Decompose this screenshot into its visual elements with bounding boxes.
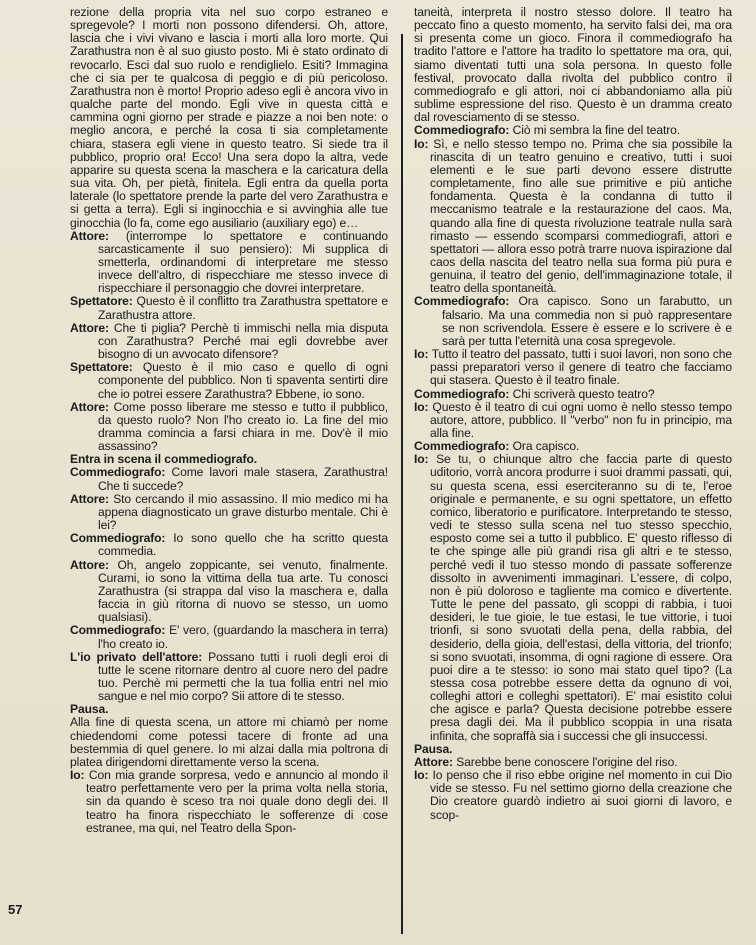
dialogue-paragraph (70, 716, 388, 769)
dialogue-text: Questo è il teatro di cui ogni uomo è nello stesso tempo autore, attore, pubblico. Il "verbo" non fu in principio, ma alla fine. (430, 399, 732, 440)
speaker-name: Attore: (70, 228, 109, 243)
speaker-name: Io: (70, 768, 85, 783)
dialogue-paragraph (70, 769, 388, 835)
dialogue-paragraph (70, 361, 388, 400)
dialogue-text: (interrompe lo spettatore e continuando sarcasticamente il suo pensiero): Mi supplica di smetterla, ordinandomi di interpretare me stesso invece dell'altro, di rispecchiare me stesso invece di rispecchiare il personaggio che dovrei interpretare. (98, 228, 388, 296)
speaker-name: Attore: (70, 491, 109, 506)
dialogue-text: E' vero, (guardando la maschera in terra) l'ho creato io. (98, 623, 388, 651)
dialogue-text: Che ti piglia? Perchè ti immischi nella mia disputa con Zarathustra? Perché mai egli dovrebbe aver bisogno di un avvocato difensore? (98, 320, 388, 362)
dialogue-paragraph (70, 559, 388, 625)
dialogue-text: Chi scriverà questo teatro? (512, 386, 655, 401)
speaker-name: Commediografo: (70, 623, 166, 638)
dialogue-text: Ciò mi sembra la fine del teatro. (512, 123, 681, 138)
speaker-name: Attore: (70, 557, 109, 572)
page-number: 57 (8, 902, 23, 917)
dialogue-text: Sarebbe bene conoscere l'origine del riso. (456, 754, 678, 769)
speaker-name: Commediografo: (70, 465, 166, 480)
speaker-name: Spettatore: (70, 360, 133, 375)
dialogue-text: Questo è il mio caso e quello di ogni componente del pubblico. Non ti spaventa sentirti dire che io potrei essere Zarathustra? Ebbene, io sono. (98, 360, 388, 401)
speaker-name: Commediografo: (414, 386, 510, 401)
dialogue-text: Oh, angelo zoppicante, sei venuto, finalmente. Curami, io sono la vittima della tua arte. Tu conosci Zarathustra (si strappa dal viso la maschera e, dalla faccia in giù ritorna di nuovo se stesso, un uomo qualsiasi). (98, 557, 389, 625)
dialogue-paragraph (414, 295, 732, 348)
dialogue-paragraph (70, 493, 388, 532)
speaker-name: Commediografo: (414, 294, 510, 309)
dialogue-paragraph (414, 401, 732, 440)
speaker-name: Commediografo: (70, 531, 166, 546)
dialogue-text: Come lavori male stasera, Zarathustra! Che ti succede? (98, 465, 388, 493)
speaker-name: Attore: (70, 320, 109, 335)
speaker-name: Io: (414, 347, 429, 362)
dialogue-paragraph (70, 322, 388, 361)
speaker-name: Attore: (70, 399, 109, 414)
dialogue-paragraph (70, 6, 388, 230)
stage-direction-text: Pausa. (70, 702, 109, 717)
right-column (414, 6, 732, 822)
dialogue-text: Alla fine di questa scena, un attore mi chiamò per nome chiedendomi come potessi tacere di fronte ad una bestemmia di quel genere. Io mi alzai dalla mia poltrona di platea dirigendomi direttamente verso la scena. (70, 715, 388, 769)
dialogue-text: Tutto il teatro del passato, tutti i suoi lavori, non sono che passi preparatori verso il genere di teatro che facciamo qui stasera. Questo è il teatro finale. (430, 347, 732, 388)
dialogue-text: Io penso che il riso ebbe origine nel momento in cui Dio vide se stesso. Fu nel settimo giorno della creazione che Dio creatore guardò indietro ai suoi giorni di lavoro, e scop- (430, 768, 732, 822)
dialogue-text: rezione della propria vita nel suo corpo estraneo e spregevole? I morti non possono difendersi. Oh, attore, lascia che i vivi vivano e lascia i morti alla loro morte. Qui Zarathustra non è al suo giusto posto. Mi è stato ordinato di revocarlo. Esci dal suo ruolo e rendiglielo. Esiti? Immagina che ci sia per te qualcosa di peggio e di più pericoloso. Zarathustra non è morto! Proprio adeso egli è ancora vivo in qualche parte del mondo. Egli vive in questa città e cammina ogni giorno per strade e piazze a noi ben note: o meglio ancora, e perché la cosa ti sia completamente chiara, stasera egli viene in questo teatro. Si siede tra il pubblico, proprio ora! Ecco! Una sera dopo la altra, vede apparire su questa scena la maschera e la caricatura della sua vita. Oh, per pietà, finitela. Egli entra da quella porta laterale (lo spettatore prende la parte del vero Zarathustra e si getta a terra). Egli si inginocchia e si avvinghia alle tue ginocchia (lo fa, come ego ausiliario (auxiliary ego) e… (70, 5, 388, 230)
dialogue-paragraph (414, 348, 732, 387)
dialogue-text: Come posso liberare me stesso e tutto il pubblico, da questo ruolo? Non l'ho creato io. La fine del mio dramma comincia a farsi chiara in me. Dov'è il mio assassino? (98, 399, 388, 454)
dialogue-paragraph (70, 624, 388, 650)
dialogue-paragraph (70, 466, 388, 492)
speaker-name: Io: (414, 452, 429, 467)
speaker-name: Spettatore: (70, 294, 133, 309)
speaker-name: Attore: (414, 754, 453, 769)
speaker-name: L'io privato dell'attore: (70, 649, 203, 664)
dialogue-text: Possano tutti i ruoli degli eroi di tutte le scene ritornare dentro al cuore nero del padre tuo. Perchè mi permetti che la tua follia entri nel mio sangue e nel mio corpo? Sii attore di te stesso. (98, 649, 388, 704)
dialogue-text: Sto cercando il mio assassino. Il mio medico mi ha appena diagnosticato un grave disturbo mentale. Chi è lei? (98, 491, 388, 533)
dialogue-text: Sì, e nello stesso tempo no. Prima che sia possibile la rinascita di un teatro genuino e creativo, tutti i suoi elementi e le sue parti devono essere distrutte completamente, fino alle sue primitive e più antiche fondamenta. Questa è la condanna di tutto il meccanismo teatrale e la restaurazione del caos. Ma, quando alla fine di questa rivoluzione teatrale nulla sarà rimasto — essendo scomparsi commediografi, attori e spettatori — allora esso potrà trarre nuova ispirazione dal caos della nascita del teatro nella sua forma più pura e genuina, il teatro del genio, dell'immaginazione totale, il teatro della spontaneità. (430, 136, 732, 296)
dialogue-text: Ora capisco. Sono un farabutto, un falsario. Ma una commedia non si può rappresentare se non scrivendola. Essere è essere e lo scrivere è e sarà per tutta l'eternità una cosa spregevole. (442, 294, 733, 348)
dialogue-paragraph (70, 532, 388, 558)
column-divider (401, 34, 403, 934)
left-column (70, 6, 388, 835)
dialogue-paragraph (414, 453, 732, 742)
dialogue-paragraph (70, 401, 388, 454)
speaker-name: Commediografo: (414, 439, 510, 454)
dialogue-paragraph (70, 651, 388, 704)
dialogue-text: Con mia grande sorpresa, vedo e annuncio al mondo il teatro perfettamente vero per la prima volta nella storia, sin da quando è sceso tra noi quale dono degli dei. Il teatro ha finora rispecchiato le sofferenze di cose estranee, ma qui, nel Teatro della Spon- (86, 768, 389, 835)
speaker-name: Io: (414, 399, 429, 414)
speaker-name: Io: (414, 136, 429, 151)
dialogue-paragraph (70, 230, 388, 296)
dialogue-paragraph (414, 138, 732, 296)
dialogue-text: taneità, interpreta il nostro stesso dolore. Il teatro ha peccato fino a questo momento, ha servito falsi dei, ma ora si presenta come un gioco. Finora il commediografo ha tradito l'attore e l'attore ha tradito lo spettatore ma ora, qui, siamo diventati tutti una sola persona. In questo folle festival, provocato dalla rivolta del pubblico contro il commediografo e gli attori, noi ci abbandoniamo alla più sublime espressione del riso. Questo è un dramma creato dal rovesciamento di se stesso. (414, 5, 732, 125)
stage-direction-text: Entra in scena il commediografo. (70, 452, 257, 467)
dialogue-text: Ora capisco. (512, 439, 580, 454)
dialogue-paragraph (70, 295, 388, 321)
speaker-name: Io: (414, 768, 429, 783)
dialogue-text: Questo è il conflitto tra Zarathustra spettatore e Zarathustra attore. (98, 294, 388, 322)
dialogue-paragraph (414, 769, 732, 822)
dialogue-text: Io sono quello che ha scritto questa commedia. (98, 531, 388, 559)
dialogue-paragraph (414, 6, 732, 124)
stage-direction-text: Pausa. (414, 741, 453, 756)
speaker-name: Commediografo: (414, 123, 510, 138)
dialogue-text: Se tu, o chiunque altro che faccia parte di questo uditorio, vorrà ancora produrre i suoi drammi passati, qui, su questa scena, essi eserciteranno su di te, l'eroe originale e permanente, e su ogni spettatore, un effetto comico, liberatorio e purificatore. Interpretando te stesso, vedi te stesso sulla scena nel tuo stesso specchio, esposto come sei a tutto il pubblico. E' questo riflesso di te che spinge alle più grandi risa gli altri e te stesso, perché vedi il tuo stesso mondo di passate sofferenze dissolto in avvenimenti immaginari. L'essere, di colpo, non è più doloroso e tagliente ma comico e divertente. Tutte le pene del passato, gli scoppi di rabbia, i tuoi desideri, le tue gioie, le tue estasi, le tue vittorie, i tuoi trionfi, si sono svuotati della pena, della rabbia, del desiderio, della gioia, dell'estasi, della vittoria, del trionfo; si sono svuotati, insomma, di ogni ragione di essere. Ora puoi dire a te stesso: io sono mai stato quel tipo? (La stessa cosa potrebbe essere detta da ognuno di voi, colleghi attori e colleghi spettatori). E' mai esistito colui che agisce e parla? Questa decisione potrebbe essere presa dagli dei. Ma il pubblico scoppia in una risata infinita, che sopraffà sia i successi che gli insuccessi. (430, 452, 733, 743)
